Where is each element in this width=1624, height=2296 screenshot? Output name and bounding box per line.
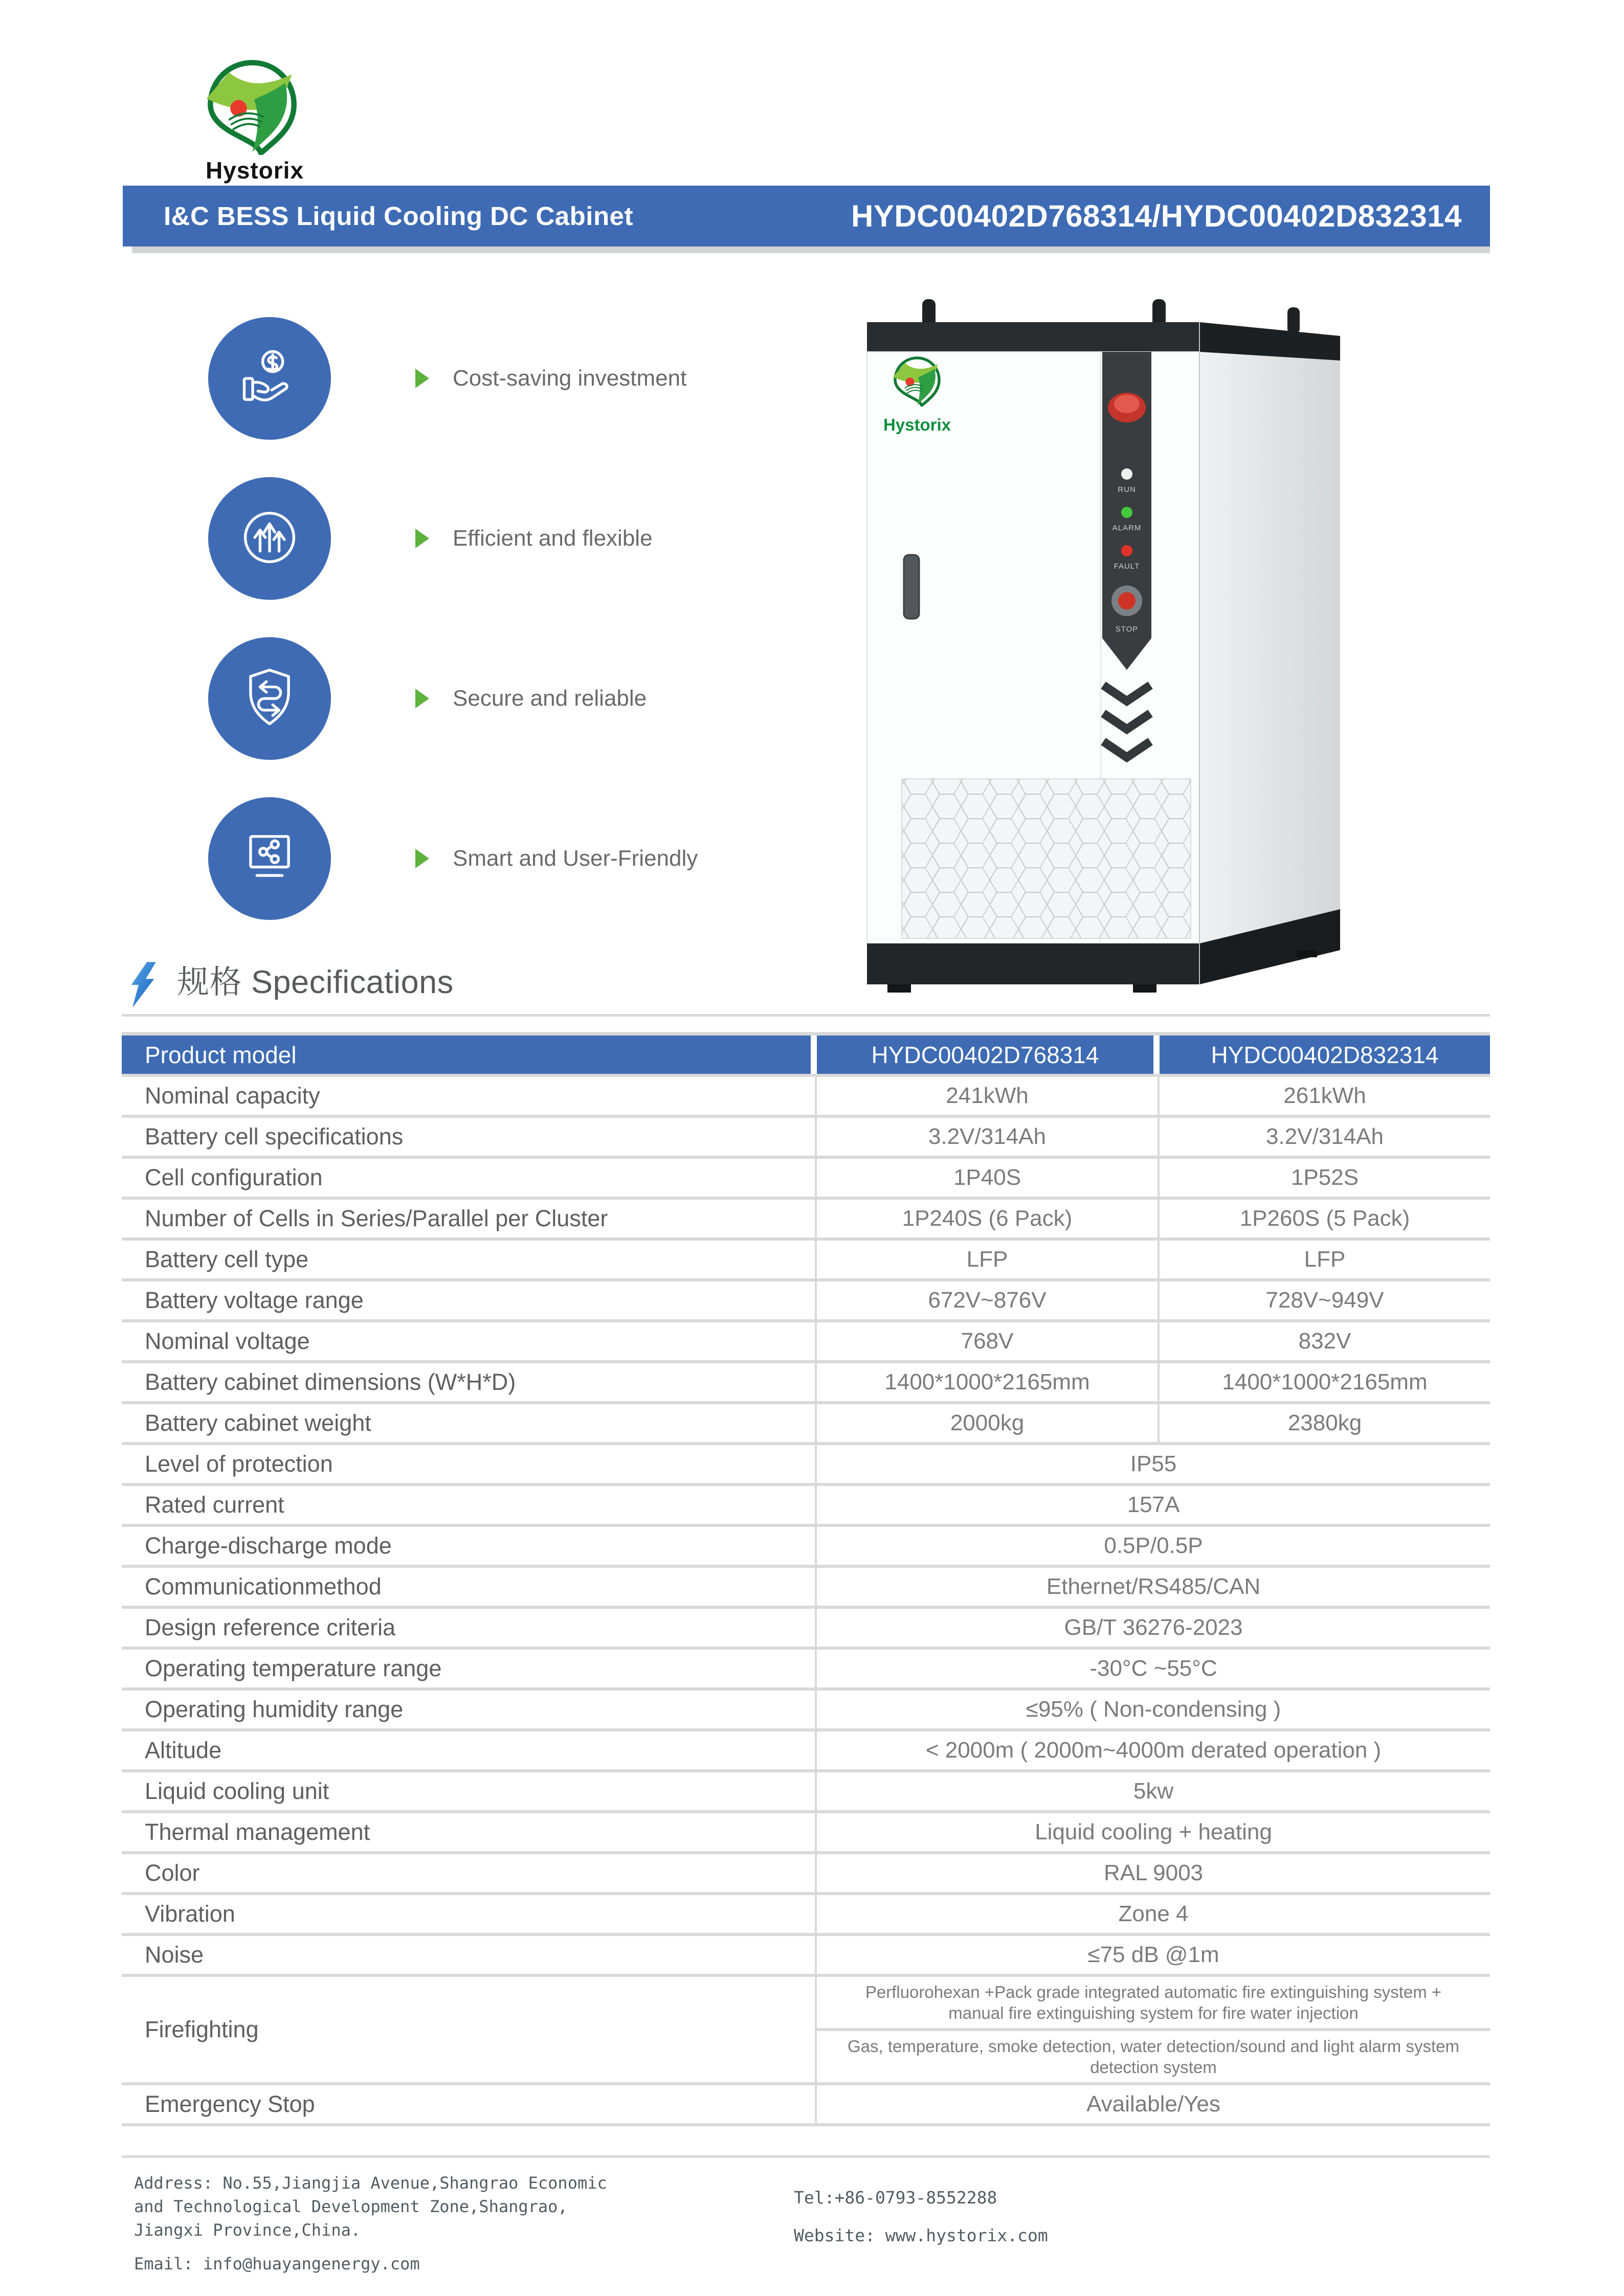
row-label: Operating humidity range (122, 1691, 817, 1728)
row-value: 2380kg (1287, 1410, 1362, 1435)
footer-website: Website: www.hystorix.com (794, 2225, 1048, 2245)
row-label: Communicationmethod (122, 1568, 817, 1606)
table-row (122, 1404, 1490, 1445)
door-handle (904, 555, 919, 619)
footer-tel: Tel:+86-0793-8552288 (794, 2188, 997, 2208)
row-label: Battery voltage range (122, 1281, 817, 1319)
coin-hand-icon (236, 344, 303, 414)
table-row (122, 1731, 1490, 1772)
table-header-row (122, 1036, 1490, 1077)
row-value: 241kWh (817, 1077, 1160, 1115)
title-bar (123, 186, 1490, 246)
table-row (122, 1159, 1490, 1200)
row-value: 672V~876V (817, 1281, 1160, 1319)
feature-circle (208, 797, 331, 920)
row-value: LFP (817, 1241, 1160, 1278)
row-value: -30°C ~55°C (1089, 1656, 1217, 1681)
heading-divider (122, 1014, 1490, 1017)
feature-circle (208, 317, 331, 440)
row-label: Charge-discharge mode (122, 1527, 817, 1565)
stop-button-label: STOP (1115, 625, 1139, 634)
column-header-model-2: HYDC00402D832314 (1160, 1036, 1490, 1074)
row-label: Rated current (122, 1486, 817, 1524)
feature-label: Efficient and flexible (453, 526, 653, 551)
row-label: Design reference criteria (122, 1609, 817, 1647)
row-label: Battery cabinet weight (122, 1404, 817, 1442)
row-value: 728V~949V (1265, 1288, 1384, 1313)
table-row (122, 1895, 1490, 1936)
row-value: 768V (817, 1322, 1160, 1360)
model-numbers: HYDC00402D768314/HYDC00402D832314 (851, 199, 1462, 233)
address-line: and Technological Development Zone,Shangrao, (134, 2197, 568, 2216)
vent-grille (902, 779, 1191, 938)
row-label: Nominal capacity (122, 1077, 817, 1115)
control-panel (1102, 352, 1151, 670)
table-row (122, 1936, 1490, 1977)
run-led-label: RUN (1118, 485, 1136, 494)
feature-circle (208, 477, 331, 600)
row-label: Nominal voltage (122, 1322, 817, 1360)
row-label: Altitude (122, 1731, 817, 1769)
column-header-model-1: HYDC00402D768314 (817, 1036, 1160, 1074)
column-header-product-model: Product model (122, 1036, 817, 1074)
row-value: Gas, temperature, smoke detection, water detection/sound and light alarm system detection system (848, 2037, 1459, 2077)
row-value: 1400*1000*2165mm (817, 1363, 1160, 1401)
cabinet-side-panel (1199, 352, 1340, 984)
bullet-arrow-icon (415, 369, 429, 388)
table-row (122, 1486, 1490, 1527)
row-value: GB/T 36276-2023 (1064, 1615, 1243, 1640)
feature-circle (208, 637, 331, 760)
growth-arrows-icon (236, 504, 303, 574)
row-label: Firefighting (122, 1977, 817, 2082)
feature-item (208, 477, 653, 600)
fault-led-label: FAULT (1114, 562, 1140, 571)
row-label: Liquid cooling unit (122, 1772, 817, 1810)
row-label: Number of Cells in Series/Parallel per Cluster (122, 1200, 817, 1237)
page-title: I&C BESS Liquid Cooling DC Cabinet (164, 201, 633, 231)
row-value: Liquid cooling + heating (1035, 1819, 1272, 1844)
table-row (122, 1568, 1490, 1609)
feature-item (208, 797, 698, 920)
address-line: Address: No.55,Jiangjia Avenue,Shangrao Economic (134, 2173, 607, 2193)
row-label: Cell configuration (122, 1159, 817, 1197)
row-value: 1P52S (1291, 1165, 1359, 1190)
footer-address (134, 2171, 607, 2242)
row-value: RAL 9003 (1103, 1860, 1204, 1885)
bullet-arrow-icon (415, 689, 429, 708)
row-value: LFP (1304, 1247, 1346, 1272)
cabinet-top-cap (867, 322, 1199, 352)
table-row (122, 1200, 1490, 1241)
row-value: Perfluorohexan +Pack grade integrated automatic fire extinguishing system + manual fire extinguishing system for fire water injection (865, 1983, 1442, 2022)
table-row-firefighting (122, 1977, 1490, 2085)
table-row (122, 1527, 1490, 1568)
row-value: Ethernet/RS485/CAN (1046, 1574, 1261, 1599)
shield-arrows-icon (236, 664, 303, 734)
table-row (122, 1077, 1490, 1118)
row-value: 1P40S (817, 1159, 1160, 1197)
cabinet-brand-label: Hystorix (883, 415, 951, 434)
row-label: Operating temperature range (122, 1650, 817, 1687)
feature-label: Smart and User-Friendly (453, 846, 698, 871)
table-row (122, 1854, 1490, 1895)
row-value: ≤75 dB @1m (1087, 1942, 1219, 1967)
row-value: < 2000m ( 2000m~4000m derated operation ) (925, 1738, 1382, 1763)
feature-label: Cost-saving investment (453, 366, 687, 391)
table-row (122, 1281, 1490, 1322)
footer-email: Email: info@huayangenergy.com (134, 2254, 420, 2274)
address-line: Jiangxi Province,China. (134, 2220, 361, 2240)
table-row (122, 1445, 1490, 1486)
bullet-arrow-icon (415, 849, 429, 868)
row-label: Thermal management (122, 1813, 817, 1851)
feature-item (208, 317, 686, 440)
table-row (122, 1363, 1490, 1404)
alarm-led-label: ALARM (1112, 524, 1142, 532)
table-row (122, 2085, 1490, 2126)
run-led (1121, 468, 1132, 480)
row-stacked-values (817, 1977, 1490, 2082)
row-value: Available/Yes (1086, 2091, 1220, 2117)
section-heading-specifications: 规格 Specifications (177, 964, 454, 1000)
feature-item (208, 637, 647, 760)
cabinet-base (867, 943, 1199, 984)
footer-divider (122, 2155, 1490, 2158)
row-value: 3.2V/314Ah (1266, 1124, 1384, 1149)
row-label: Emergency Stop (122, 2085, 817, 2123)
row-label: Battery cell type (122, 1241, 817, 1278)
row-label: Noise (122, 1936, 817, 1974)
product-image-cabinet (847, 279, 1350, 995)
row-value: 3.2V/314Ah (817, 1118, 1160, 1156)
row-value: 2000kg (817, 1404, 1160, 1442)
row-label: Level of protection (122, 1445, 817, 1483)
table-row (122, 1691, 1490, 1731)
title-bar-shadow (132, 246, 1490, 253)
feature-label: Secure and reliable (453, 686, 647, 711)
table-row (122, 1650, 1490, 1691)
row-value: ≤95% ( Non-condensing ) (1026, 1697, 1281, 1722)
smart-screen-icon (236, 824, 303, 894)
row-value: 1P240S (6 Pack) (817, 1200, 1160, 1237)
table-row (122, 1322, 1490, 1363)
alarm-led (1121, 507, 1132, 518)
row-value: 261kWh (1283, 1083, 1366, 1108)
footer-address-block (134, 2171, 607, 2276)
row-label: Battery cabinet dimensions (W*H*D) (122, 1363, 817, 1401)
row-label: Color (122, 1854, 817, 1892)
table-row (122, 1241, 1490, 1281)
row-value: 0.5P/0.5P (1104, 1533, 1203, 1558)
row-value: 1P260S (5 Pack) (1239, 1206, 1410, 1231)
lightning-icon (129, 960, 157, 1009)
row-label: Vibration (122, 1895, 817, 1933)
table-row (122, 1118, 1490, 1159)
fault-led (1121, 545, 1132, 556)
table-row (122, 1609, 1490, 1650)
hystorix-logo (204, 57, 301, 155)
row-value: 5kw (1133, 1779, 1174, 1804)
row-value: 832V (1298, 1329, 1351, 1354)
row-value: Zone 4 (1118, 1901, 1189, 1926)
row-value: IP55 (1130, 1451, 1177, 1476)
row-label: Battery cell specifications (122, 1118, 817, 1156)
table-row (122, 1813, 1490, 1854)
row-value: 1400*1000*2165mm (1222, 1369, 1428, 1394)
brand-name: Hystorix (205, 157, 304, 184)
spec-table (122, 1032, 1490, 2126)
bullet-arrow-icon (415, 529, 429, 548)
row-value: 157A (1127, 1492, 1180, 1517)
table-row (122, 1772, 1490, 1813)
